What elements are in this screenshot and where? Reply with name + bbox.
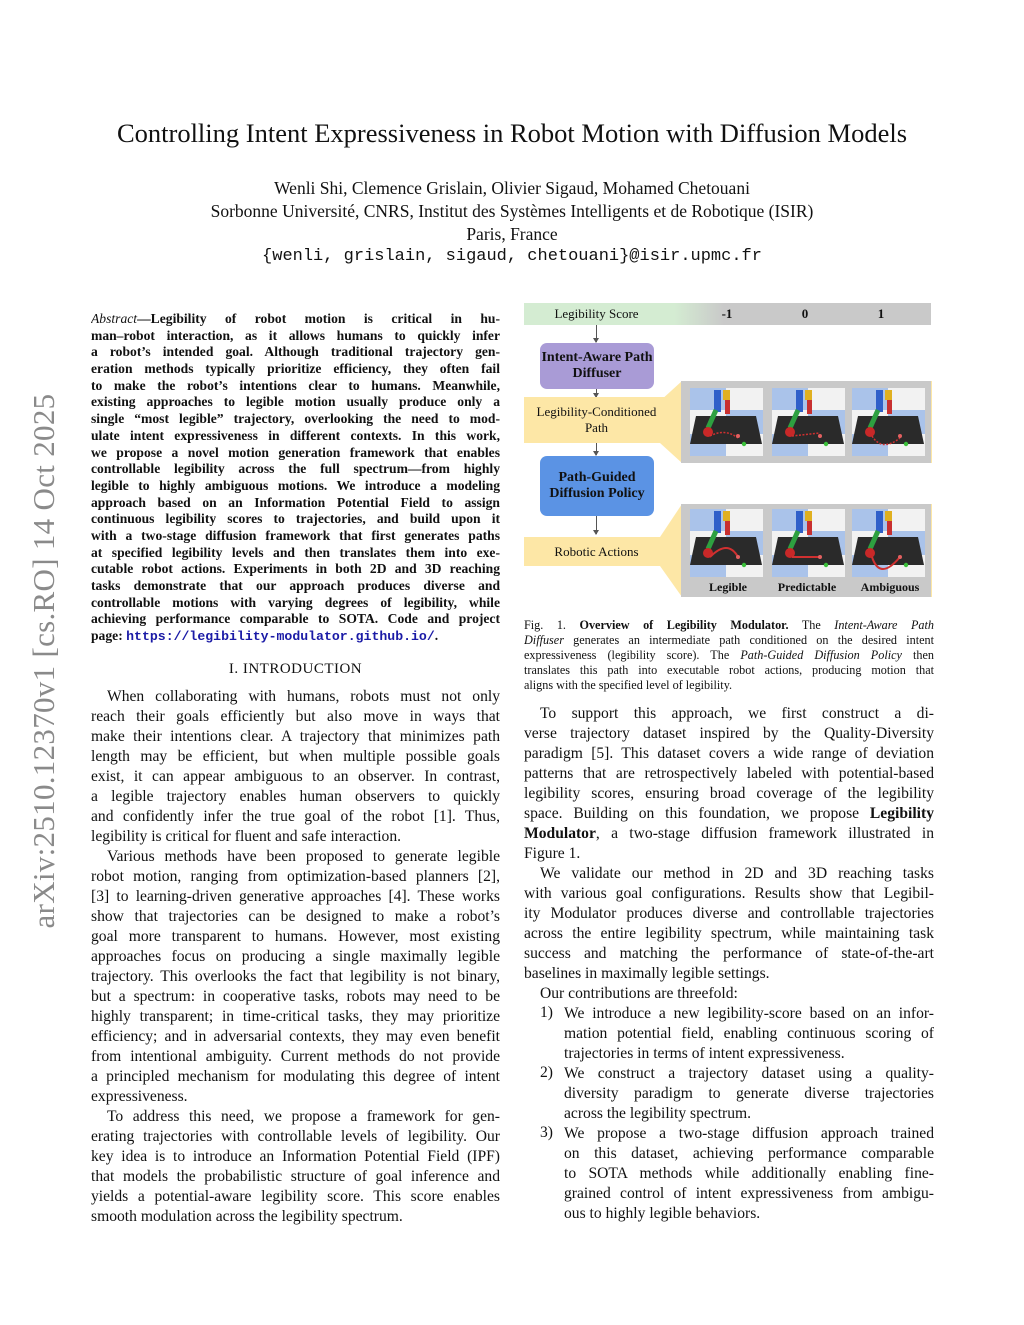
text-line: aligns with the specified level of legibility. [524, 678, 733, 692]
text-line: to make the robot’s intentions clear to humans. Meanwhile, [91, 377, 500, 393]
text-line: across the entire legibility spectrum, while maintaining task [524, 925, 934, 942]
text-line: To support this approach, we first construct a di- [540, 705, 934, 722]
text-line: a robot’s intended goal. Although traditional trajectory gen- [91, 344, 500, 360]
text-line: across the legibility spectrum. [564, 1105, 752, 1122]
text-line: [3] to learning-driven generative approaches [4]. These works [91, 888, 500, 905]
item-number: 3) [540, 1124, 553, 1141]
robot-simulation-thumbnail [852, 388, 925, 461]
text-line: We validate our method in 2D and 3D reaching tasks [540, 865, 934, 882]
text-line: Diffuser generates an intermediate path conditioned on the desired intent [524, 633, 934, 647]
location: Paris, France [466, 224, 558, 244]
path-guided-diffusion-policy-box: Path-Guided Diffusion Policy [540, 456, 654, 516]
column-label-ambiguous: Ambiguous [860, 580, 920, 594]
text-line: success and matching the performance of state-of-the-art [524, 945, 934, 962]
text-line: diversity paradigm to generate diverse trajectories [564, 1085, 934, 1102]
text-line: approaches focus on producing a single maximally legible [91, 948, 500, 965]
text-line: cutable robot actions. Experiments in both 2D and 3D reaching [91, 561, 500, 577]
paper-title: Controlling Intent Expressiveness in Robot Motion with Diffusion Models [116, 118, 908, 148]
score-minus-one: -1 [721, 306, 733, 321]
text-line: man–robot interaction, as it allows humans to quickly infer [91, 327, 500, 343]
text-line: but a spectrum: in cooperative tasks, robots may need to be [91, 988, 500, 1005]
text-line: key idea is to introduce an Information Potential Field (IPF) [91, 1148, 500, 1165]
text-line: a principled mechanism for modulating this degree of intent [91, 1068, 500, 1085]
legibility-score-label: Legibility Score [554, 306, 639, 321]
text-line: erating trajectories with controllable levels of legibility. Our [91, 1128, 500, 1145]
text-line: patterns that are retrospectively labeled with potential-based [524, 765, 934, 782]
text-line: Various methods have been proposed to generate legible [107, 848, 500, 865]
text-line: page: https://legibility-modulator.github.io/. [91, 628, 439, 645]
text-line: tasks demonstrate that our approach produces diverse and [91, 578, 500, 593]
text-line: efficiency; and in adversarial contexts, they may even benefit [91, 1028, 500, 1045]
text-line: approach based on an Information Potential Field to assign [91, 494, 500, 510]
text-line: on this dataset, achieving performance comparable [564, 1145, 934, 1162]
affiliation: Sorbonne Université, CNRS, Institut des Systèmes Intelligents et de Robotique (ISIR) [210, 201, 814, 221]
robot-simulation-thumbnail [852, 509, 925, 582]
robot-simulation-thumbnail [772, 388, 845, 461]
text-line: legibility is critical for fluent and safe interaction. [91, 828, 402, 845]
text-line: eration methods typically prioritize efficiency, they often fail [91, 361, 500, 377]
text-line: ulate intent expressiveness in different contexts. In this work, [91, 427, 500, 443]
text-line: expressiveness. [91, 1088, 188, 1105]
text-line: We propose a two-stage diffusion approach trained [564, 1125, 934, 1142]
text-line: existing approaches to legible motion usually produce only a [91, 394, 500, 410]
text-line: Modulator, a two-stage diffusion framework illustrated in [524, 825, 934, 842]
text-line: continuous legibility scores to trajectories, and build upon it [91, 511, 500, 527]
score-one: 1 [877, 306, 885, 321]
introduction-right-column [524, 704, 934, 1004]
text-line: legible to highly ambiguous motions. We introduce a modeling [91, 477, 500, 493]
text-line: with various goal configurations. Results show that Legibil- [524, 885, 934, 902]
text-line: legibility scores, ensuring broad coverage of the legibility [524, 785, 934, 802]
robotic-actions-label: Robotic Actions [554, 543, 639, 559]
arxiv-identifier-stamp: arXiv:2510.12370v1 [cs.RO] 14 Oct 2025 [26, 393, 61, 929]
text-line: verse trajectory dataset inspired by the Quality-Diversity [524, 725, 934, 742]
text-line: smooth modulation across the legibility spectrum. [91, 1208, 403, 1225]
text-line: Fig. 1. Overview of Legibility Modulator. The Intent-Aware Path [524, 618, 934, 632]
item-number: 2) [540, 1064, 553, 1081]
text-line: trajectories in terms of intent expressiveness. [564, 1045, 845, 1062]
authors: Wenli Shi, Clemence Grislain, Olivier Sigaud, Mohamed Chetouani [274, 178, 750, 198]
project-page-link[interactable]: https://legibility-modulator.github.io/ [126, 629, 435, 645]
text-line: to SOTA methods while additionally enabling fine- [564, 1165, 934, 1182]
text-line: controllable legibility across the full spectrum—from highly [91, 461, 500, 477]
text-line: translates this path into executable robot actions, producing motion that [524, 663, 934, 677]
text-line: highly transparent; in time-critical tasks, they may prioritize [91, 1008, 500, 1025]
text-line: Figure 1. [524, 845, 581, 862]
column-label-predictable: Predictable [777, 580, 837, 594]
text-line: length may be efficient, but when multiple possible goals [91, 748, 500, 765]
intent-aware-path-diffuser-box: Intent-Aware Path Diffuser [540, 343, 654, 389]
introduction-left-column [91, 687, 500, 1227]
text-line: We construct a trajectory dataset using a quality- [564, 1065, 934, 1082]
text-line: mation potential field, enabling continuous scoring of [564, 1025, 934, 1042]
text-line: show that trajectories can be designed to make a robot’s [91, 908, 500, 925]
text-line: reach their goals efficiently but also move in ways that [91, 708, 500, 725]
text-line: baselines in maximally legible settings. [524, 965, 770, 982]
abstract [91, 311, 500, 645]
text-line: expressiveness (legibility score). The Path-Guided Diffusion Policy then [524, 648, 934, 662]
figure-1-caption [524, 618, 934, 693]
robot-simulation-thumbnail [772, 509, 845, 582]
column-label-legible: Legible [709, 580, 747, 594]
text-line: we propose a novel motion generation framework that enables [91, 444, 500, 460]
text-line: single “most legible” trajectory, overlooking the need to mod- [91, 411, 500, 427]
text-line: with a two-stage diffusion framework that first generates paths [91, 527, 500, 543]
text-line: ous to highly legible behaviors. [564, 1205, 761, 1222]
text-line: controllable motions with varying degrees of legibility, while [91, 594, 500, 610]
robot-simulation-thumbnail [690, 509, 763, 582]
text-line: Our contributions are threefold: [540, 985, 738, 1002]
text-line: exist, it can appear ambiguous to an observer. In contrast, [91, 768, 500, 785]
text-line: and confidently infer the true goal of the robot [1]. Thus, [91, 808, 500, 825]
text-line: When collaborating with humans, robots must not only [107, 688, 500, 705]
text-line: Abstract—Legibility of robot motion is critical in hu- [91, 311, 500, 326]
text-line: from intentional ambiguity. Current methods do not provide [91, 1048, 500, 1065]
score-zero: 0 [801, 306, 809, 321]
text-line: robot motion, ranging from optimization-based planners [2], [91, 868, 500, 885]
text-line: grained control of intent expressiveness from ambigu- [564, 1185, 934, 1202]
text-line: yields a potential-aware legibility score. This score enables [91, 1188, 500, 1205]
text-line: at specified legibility levels and then translates them into exe- [91, 544, 500, 560]
text-line: ity Modulator produces diverse and controllable trajectories [524, 905, 934, 922]
text-line: trajectory. This overlooks the fact that legibility is not binary, [91, 968, 500, 985]
text-line: achieving performance comparable to SOTA. Code and project [91, 611, 500, 627]
robot-simulation-thumbnail [690, 388, 763, 461]
text-line: paradigm [5]. This dataset covers a wide range of deviation [524, 745, 934, 762]
text-line: space. Building on this foundation, we propose Legibility [524, 805, 934, 822]
text-line: that models the probabilistic structure of goal inference and [91, 1168, 500, 1185]
item-number: 1) [540, 1004, 553, 1021]
figure-1-overview [524, 303, 932, 599]
author-emails: {wenli, grislain, sigaud, chetouani}@isir.upmc.fr [262, 247, 762, 266]
text-line: We introduce a new legibility-score based on an infor- [564, 1005, 934, 1022]
section-heading-introduction: I. INTRODUCTION [228, 661, 363, 677]
legibility-conditioned-path-label: Legibility-Conditioned Path [536, 404, 657, 435]
text-line: goal more transparent to humans. However, most existing [91, 928, 500, 945]
text-line: make their intentions clear. A trajectory that minimizes path [91, 728, 500, 745]
text-line: To address this need, we propose a framework for gen- [107, 1108, 500, 1125]
text-line: a legible trajectory enables human observers to quickly [91, 788, 500, 805]
